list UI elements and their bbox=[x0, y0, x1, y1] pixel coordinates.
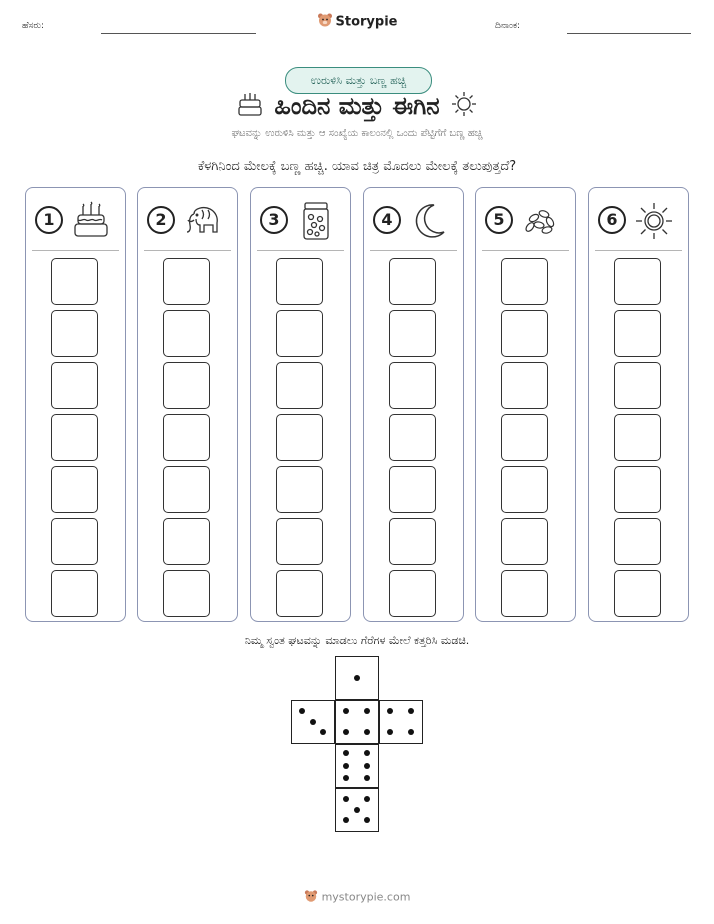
sun-icon bbox=[633, 200, 675, 242]
dice-pip bbox=[343, 775, 349, 781]
color-box[interactable] bbox=[163, 518, 210, 565]
dice-pip bbox=[408, 708, 414, 714]
color-box[interactable] bbox=[614, 570, 661, 617]
dice-face bbox=[335, 788, 379, 832]
color-box[interactable] bbox=[276, 518, 323, 565]
color-box[interactable] bbox=[501, 310, 548, 357]
dice-pip bbox=[320, 729, 326, 735]
column-number: 2 bbox=[147, 206, 175, 234]
footer-url: mystorypie.com bbox=[321, 890, 411, 904]
dice-pip bbox=[364, 729, 370, 735]
column-number: 5 bbox=[485, 206, 513, 234]
dice-pip bbox=[364, 775, 370, 781]
dice-pip bbox=[387, 708, 393, 714]
column-divider bbox=[595, 250, 682, 251]
column-divider bbox=[482, 250, 569, 251]
dice-pip bbox=[354, 807, 360, 813]
column-3 bbox=[250, 187, 351, 622]
color-box[interactable] bbox=[163, 362, 210, 409]
column-number: 1 bbox=[35, 206, 63, 234]
color-box[interactable] bbox=[501, 570, 548, 617]
name-label: ಹೆಸರು: bbox=[22, 21, 45, 31]
column-5 bbox=[475, 187, 576, 622]
color-box[interactable] bbox=[614, 362, 661, 409]
color-box[interactable] bbox=[389, 414, 436, 461]
date-label: ದಿನಾಂಕ: bbox=[495, 21, 521, 31]
color-box[interactable] bbox=[389, 310, 436, 357]
column-divider bbox=[370, 250, 457, 251]
dice-pip bbox=[299, 708, 305, 714]
dice-face bbox=[379, 700, 423, 744]
column-divider bbox=[32, 250, 119, 251]
dice-face bbox=[335, 700, 379, 744]
dice-pip bbox=[354, 675, 360, 681]
dice-pip bbox=[364, 796, 370, 802]
column-number: 3 bbox=[260, 206, 288, 234]
activity-pill: ಉರುಳಿಸಿ ಮತ್ತು ಬಣ್ಣ ಹಚ್ಚಿ bbox=[285, 67, 432, 94]
color-box[interactable] bbox=[389, 570, 436, 617]
dice-face bbox=[335, 656, 379, 700]
date-line bbox=[567, 33, 691, 34]
color-box[interactable] bbox=[276, 414, 323, 461]
color-box[interactable] bbox=[501, 414, 548, 461]
color-box[interactable] bbox=[614, 518, 661, 565]
dice-pip bbox=[343, 750, 349, 756]
birthday-cake-icon bbox=[70, 200, 112, 242]
color-box[interactable] bbox=[501, 362, 548, 409]
dice-pip bbox=[387, 729, 393, 735]
cake-title-icon bbox=[236, 90, 264, 124]
column-6 bbox=[588, 187, 689, 622]
page-title bbox=[0, 90, 714, 124]
dice-pip bbox=[364, 708, 370, 714]
color-box[interactable] bbox=[614, 258, 661, 305]
column-number: 6 bbox=[598, 206, 626, 234]
color-box[interactable] bbox=[389, 258, 436, 305]
dice-face bbox=[291, 700, 335, 744]
jar-icon bbox=[295, 200, 337, 242]
column-divider bbox=[144, 250, 231, 251]
color-box[interactable] bbox=[51, 258, 98, 305]
color-box[interactable] bbox=[614, 414, 661, 461]
dice-pip bbox=[343, 763, 349, 769]
color-box[interactable] bbox=[51, 518, 98, 565]
color-box[interactable] bbox=[51, 362, 98, 409]
dice-pip bbox=[364, 750, 370, 756]
color-box[interactable] bbox=[389, 362, 436, 409]
name-line bbox=[101, 33, 256, 34]
color-box[interactable] bbox=[51, 414, 98, 461]
brand-logo bbox=[0, 12, 714, 32]
color-box[interactable] bbox=[51, 310, 98, 357]
dice-pip bbox=[343, 708, 349, 714]
color-box[interactable] bbox=[163, 258, 210, 305]
color-box[interactable] bbox=[276, 258, 323, 305]
column-divider bbox=[257, 250, 344, 251]
color-box[interactable] bbox=[276, 570, 323, 617]
color-box[interactable] bbox=[389, 466, 436, 513]
column-2 bbox=[137, 187, 238, 622]
color-box[interactable] bbox=[51, 570, 98, 617]
color-box[interactable] bbox=[276, 310, 323, 357]
color-box[interactable] bbox=[501, 518, 548, 565]
dice-pip bbox=[408, 729, 414, 735]
color-box[interactable] bbox=[501, 258, 548, 305]
bear-icon bbox=[317, 12, 333, 32]
column-4 bbox=[363, 187, 464, 622]
color-box[interactable] bbox=[163, 570, 210, 617]
dice-instruction: ನಿಮ್ಮ ಸ್ವಂತ ಘಟವನ್ನು ಮಾಡಲು ಗೆರೆಗಳ ಮೇಲೆ ಕತ್ತರಿಸಿ ಮಡಚಿ. bbox=[244, 634, 470, 647]
dice-pip bbox=[343, 817, 349, 823]
column-number: 4 bbox=[373, 206, 401, 234]
dice-face bbox=[335, 744, 379, 788]
color-box[interactable] bbox=[163, 310, 210, 357]
dice-pip bbox=[343, 796, 349, 802]
brand-name: Storypie bbox=[335, 14, 398, 30]
dice-pip bbox=[310, 719, 316, 725]
dice-pip bbox=[364, 817, 370, 823]
subtitle: ಘಟವನ್ನು ಉರುಳಿಸಿ ಮತ್ತು ಆ ಸಂಖ್ಯೆಯ ಕಾಲಂನಲ್ಲಿ ಒಂದು ಪೆಟ್ಟಿಗೆಗೆ ಬಣ್ಣ ಹಚ್ಚಿ bbox=[231, 128, 483, 139]
color-box[interactable] bbox=[614, 466, 661, 513]
color-box[interactable] bbox=[501, 466, 548, 513]
color-box[interactable] bbox=[51, 466, 98, 513]
column-1 bbox=[25, 187, 126, 622]
seeds-icon bbox=[520, 200, 562, 242]
sun-title-icon bbox=[450, 90, 478, 124]
color-box[interactable] bbox=[614, 310, 661, 357]
color-box[interactable] bbox=[389, 518, 436, 565]
crescent-moon-icon bbox=[408, 200, 450, 242]
mammoth-icon bbox=[182, 200, 224, 242]
dice-pip bbox=[343, 729, 349, 735]
dice-pip bbox=[364, 763, 370, 769]
color-box[interactable] bbox=[163, 466, 210, 513]
footer-bear-icon bbox=[304, 889, 318, 906]
question: ಕೆಳಗಿನಿಂದ ಮೇಲಕ್ಕೆ ಬಣ್ಣ ಹಚ್ಚಿ. ಯಾವ ಚಿತ್ರ ಮೊದಲು ಮೇಲಕ್ಕೆ ತಲುಪುತ್ತದೆ? bbox=[197, 159, 517, 174]
color-box[interactable] bbox=[163, 414, 210, 461]
footer bbox=[0, 889, 714, 906]
color-box[interactable] bbox=[276, 362, 323, 409]
title-text: ಹಿಂದಿನ ಮತ್ತು ಈಗಿನ bbox=[274, 92, 440, 120]
color-box[interactable] bbox=[276, 466, 323, 513]
